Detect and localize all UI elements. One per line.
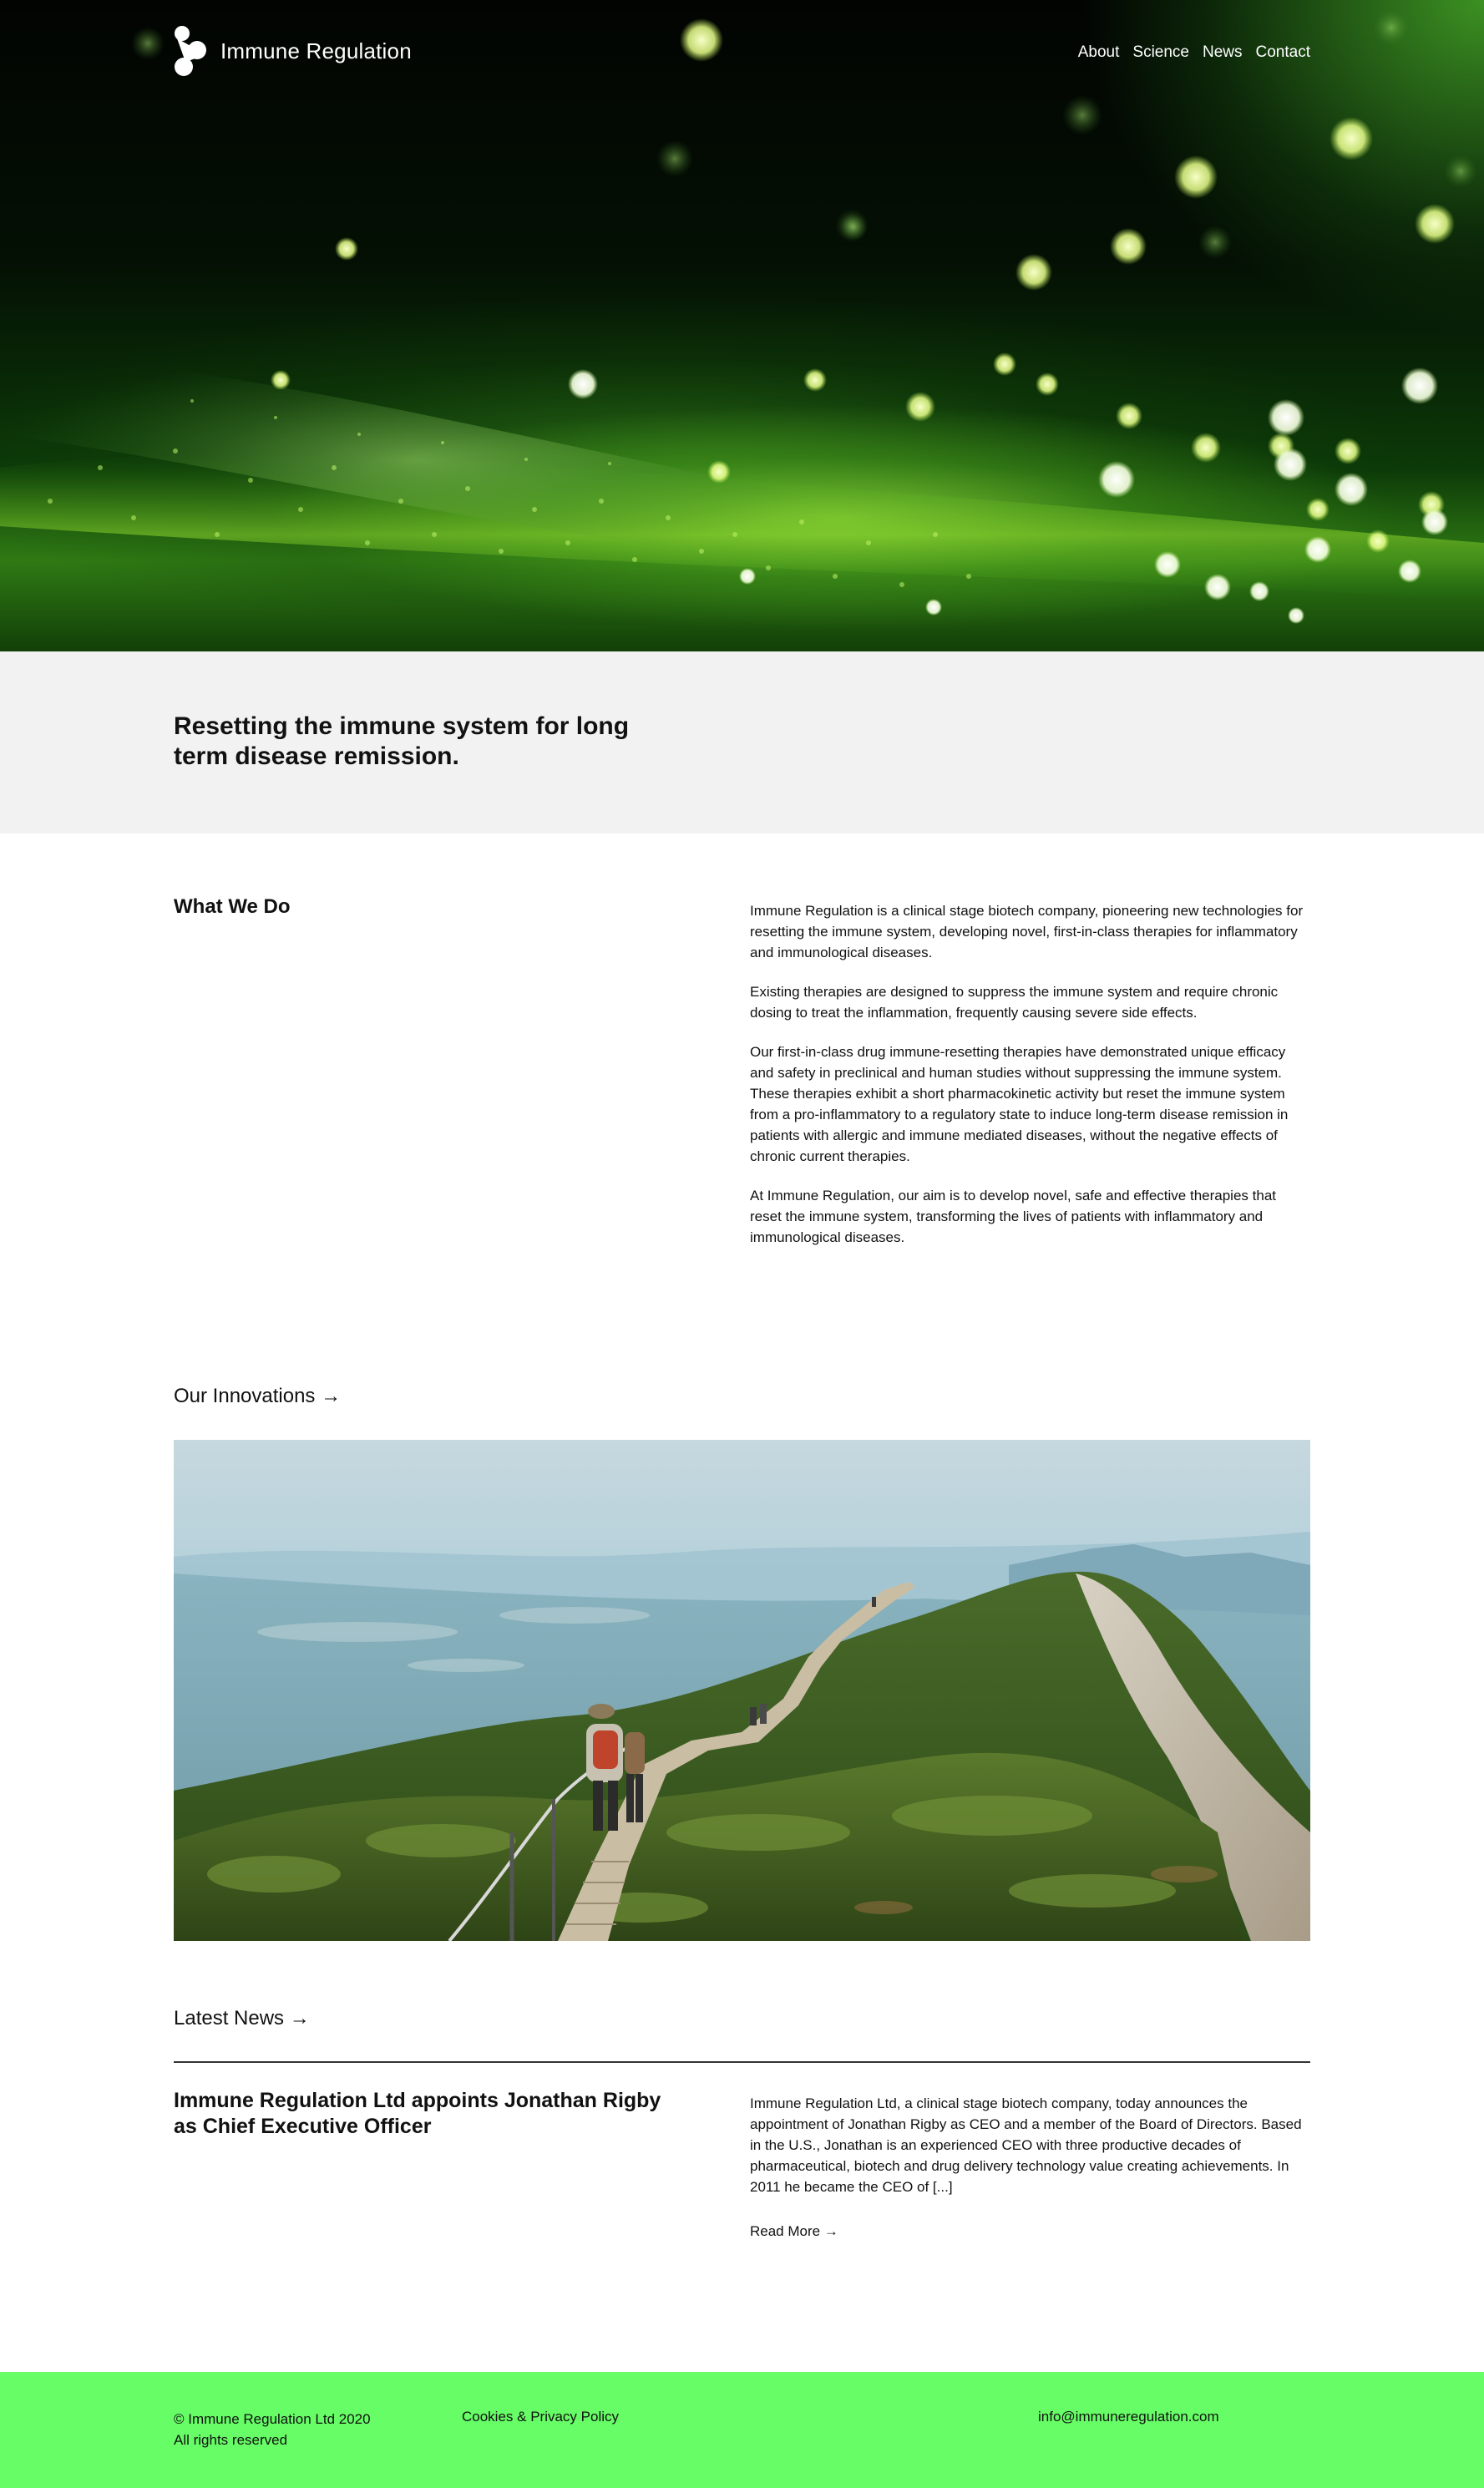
news-headline[interactable]: Immune Regulation Ltd appoints Jonathan Rigby as Chief Executive Officer <box>174 2089 661 2138</box>
news-divider <box>174 2061 1310 2063</box>
what-we-do-paragraph: Our first-in-class drug immune-resetting therapies have demonstrated unique efficacy and safety in preclinical and human studies without suppressing the immune system. These therapies exhibit a short pharmacokinetic activity but reset the immune system from a pro-inflammatory to a regulatory state to induce long-term disease remission in patients with allergic and immune mediated diseases, without the negative effects of chronic current therapies. <box>750 1044 1289 1164</box>
read-more-link[interactable]: Read More → <box>750 2223 838 2239</box>
logo-icon <box>174 25 209 77</box>
nav-link-news[interactable]: News <box>1203 43 1243 61</box>
brand-logo-link[interactable] <box>174 25 412 77</box>
footer-copyright <box>174 2409 371 2450</box>
mountain-hikers-image <box>174 1440 1310 1941</box>
cookies-privacy-link[interactable]: Cookies & Privacy Policy <box>462 2409 620 2425</box>
what-we-do-title: What We Do <box>174 895 291 918</box>
what-we-do-paragraph: At Immune Regulation, our aim is to develop novel, safe and effective therapies that reset the immune system, transforming the lives of patients with inflammatory and immunological diseases. <box>750 1188 1276 1245</box>
nav-link-science[interactable]: Science <box>1132 43 1189 61</box>
nav-link-about[interactable]: About <box>1077 43 1120 61</box>
what-we-do-paragraph: Immune Regulation is a clinical stage biotech company, pioneering new technologies for resetting the immune system, developing novel, first-in-class therapies for inflammatory and immunological diseases. <box>750 903 1304 960</box>
rights-text: All rights reserved <box>174 2432 288 2448</box>
innovations-image <box>174 1440 1310 1941</box>
contact-email-link[interactable]: info@immuneregulation.com <box>1038 2409 1219 2425</box>
nav-link-contact[interactable]: Contact <box>1255 43 1310 61</box>
latest-news-link[interactable]: Latest News → <box>174 2007 310 2029</box>
main-nav <box>1078 43 1310 62</box>
brand-name: Immune Regulation <box>220 38 412 63</box>
bokeh-background-image <box>0 0 1484 651</box>
copyright-text: © Immune Regulation Ltd 2020 <box>174 2411 371 2427</box>
innovations-link[interactable]: Our Innovations → <box>174 1385 342 1407</box>
news-excerpt: Immune Regulation Ltd, a clinical stage biotech company, today announces the appointment of Jonathan Rigby as CEO and a member of the Board of Directors. Based in the U.S., Jonathan is an experienced CEO with three productive decades of pharmaceutical, biotech and drug delivery technology value creating achievements. In 2011 he became the CEO of [...] <box>750 2095 1302 2195</box>
tagline-section <box>0 651 1484 834</box>
hero-banner <box>0 0 1484 651</box>
hero-tagline: Resetting the immune system for long term disease remission. <box>174 712 630 770</box>
what-we-do-paragraph: Existing therapies are designed to suppress the immune system and require chronic dosing to treat the inflammation, frequently causing severe side effects. <box>750 984 1279 1021</box>
what-we-do-body <box>750 900 1311 1266</box>
site-footer <box>0 2372 1484 2488</box>
